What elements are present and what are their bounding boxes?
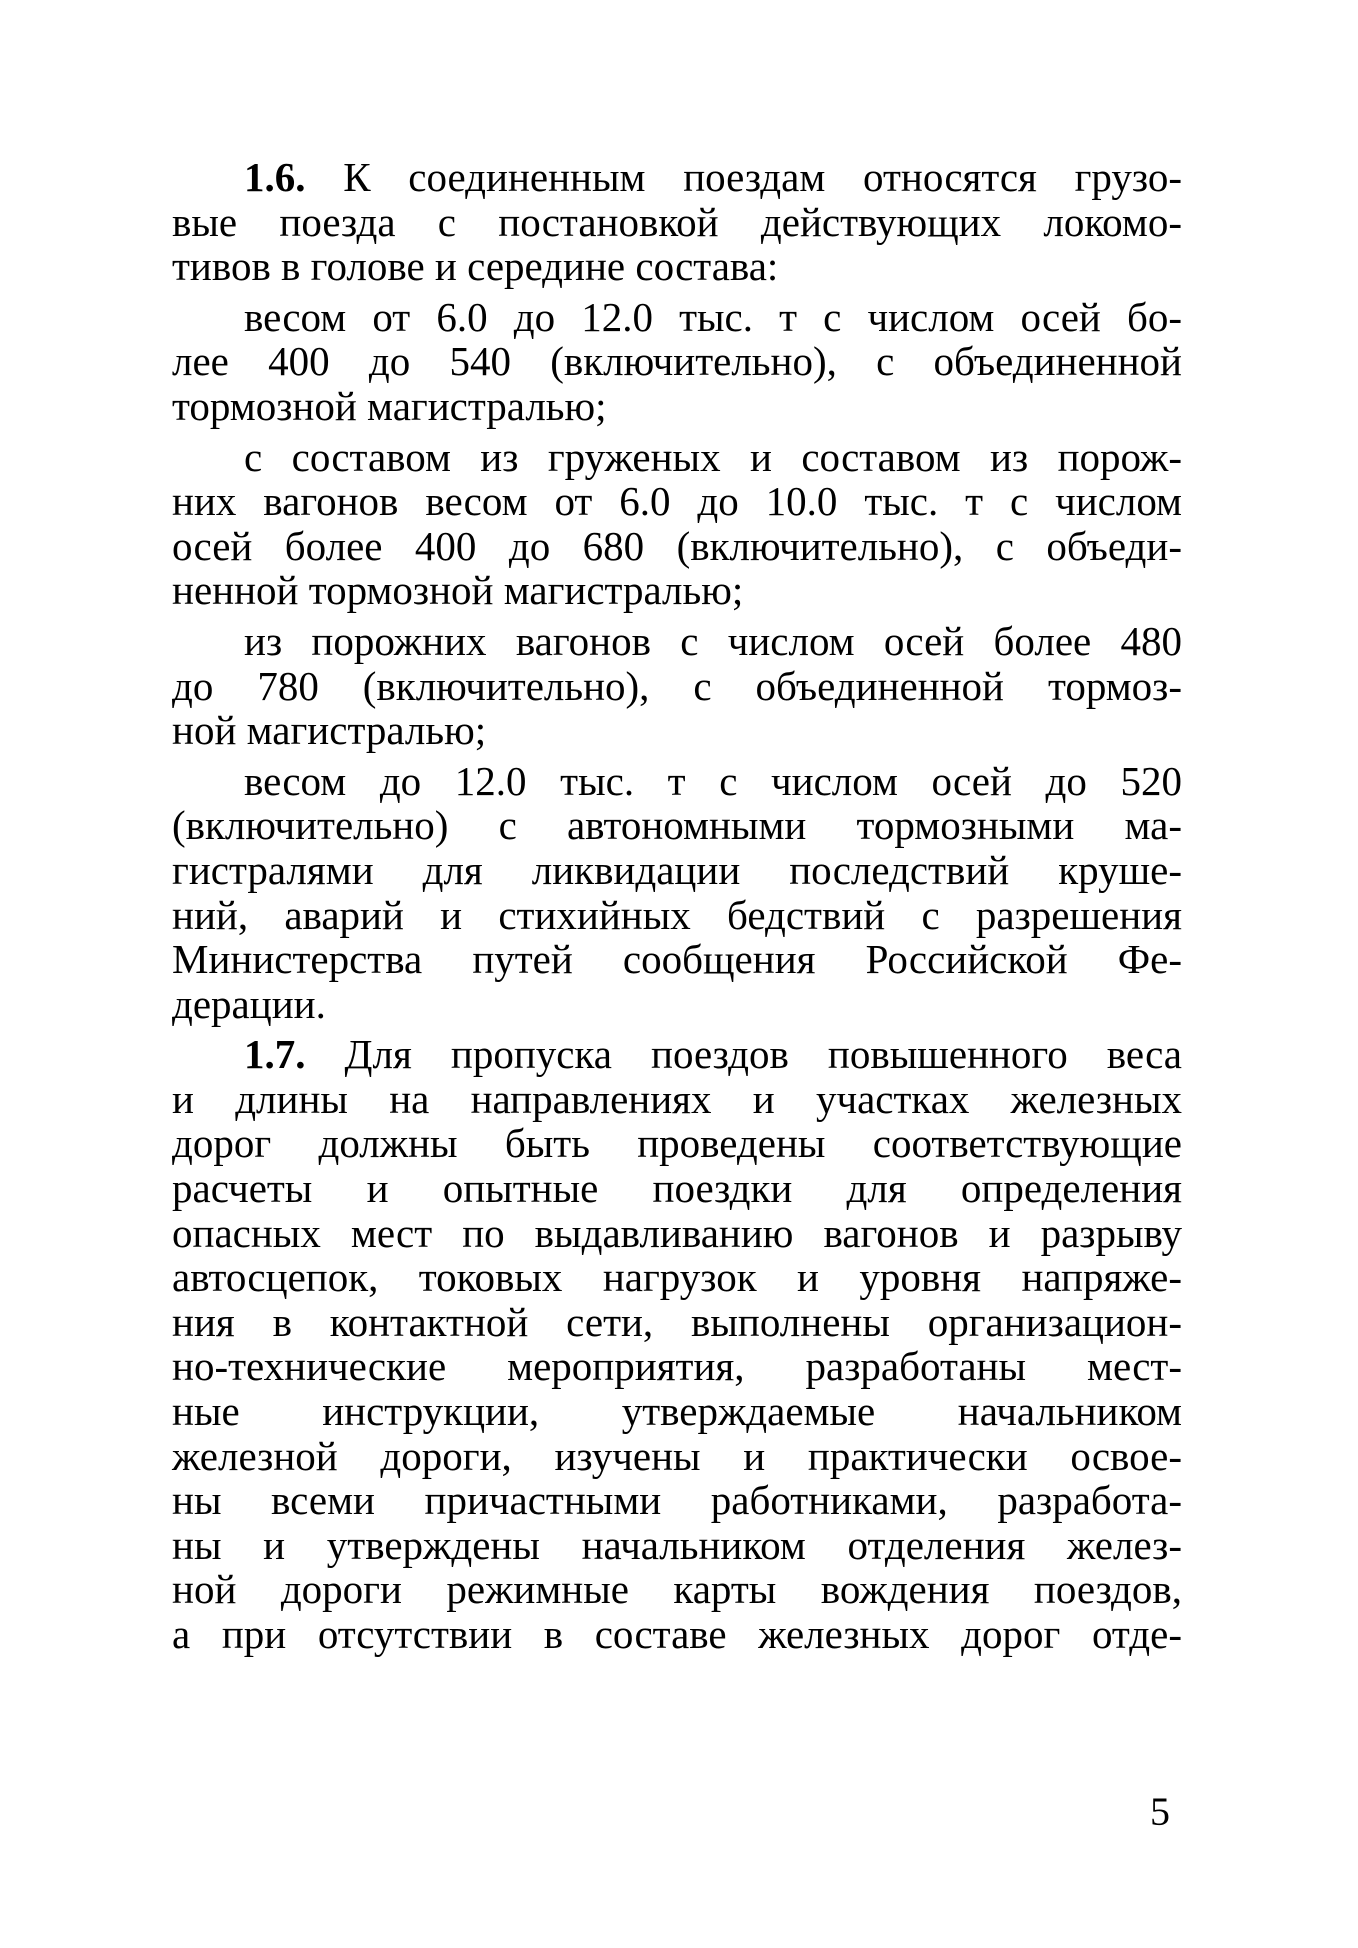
text-line: Министерства путей сообщения Российской Фе- — [172, 936, 1182, 983]
text-line: и длины на направлениях и участках железных — [172, 1075, 1182, 1122]
text-line: них вагонов весом от 6.0 до 10.0 тыс. т с числом — [172, 478, 1182, 525]
text-line: ные инструкции, утверждаемые начальником — [172, 1388, 1182, 1435]
text-line: ненной тормозной магистралью; — [172, 567, 744, 614]
text-line: но-технические мероприятия, разработаны мест- — [172, 1343, 1182, 1390]
text-line: железной дороги, изучены и практически освое- — [172, 1432, 1182, 1479]
paragraph-autonomous-brakes — [172, 759, 1182, 1027]
text-line: а при отсутствии в составе железных дорог отде- — [172, 1611, 1182, 1657]
text-line: осей более 400 до 680 (включительно), с объеди- — [172, 522, 1182, 569]
page-number: 5 — [1150, 1789, 1170, 1834]
paragraph-empty-wagons — [172, 619, 1182, 753]
text-line: 1.6. К соединенным поездам относятся грузо- — [244, 154, 1182, 200]
section-number: 1.6. — [244, 154, 306, 200]
text-line: ной магистралью; — [172, 707, 487, 754]
text-line: дерации. — [172, 980, 326, 1027]
text-line: тивов в голове и середине состава: — [172, 243, 779, 290]
paragraph-weight-6-12 — [172, 295, 1182, 429]
text-line: (включительно) с автономными тормозными ма- — [172, 802, 1182, 849]
text-line: тормозной магистралью; — [172, 382, 607, 429]
text-line: расчеты и опытные поездки для определения — [172, 1165, 1182, 1212]
text-line: ний, аварий и стихийных бедствий с разрешения — [172, 891, 1182, 938]
text-line: автосцепок, токовых нагрузок и уровня напряже- — [172, 1254, 1182, 1301]
paragraph-1-6 — [172, 155, 1182, 289]
text-line: с составом из груженых и составом из порож- — [244, 433, 1182, 480]
text-line: опасных мест по выдавливанию вагонов и разрыву — [172, 1209, 1182, 1256]
text-line: весом от 6.0 до 12.0 тыс. т с числом осей бо- — [244, 293, 1182, 340]
paragraph-1-7 — [172, 1032, 1182, 1656]
text-line: 1.7. Для пропуска поездов повышенного веса — [244, 1031, 1182, 1078]
text-line: дорог должны быть проведены соответствующие — [172, 1120, 1182, 1167]
section-number: 1.7. — [244, 1031, 306, 1078]
text-line: вые поезда с постановкой действующих локомо- — [172, 198, 1182, 245]
text-line: ния в контактной сети, выполнены организацион- — [172, 1298, 1182, 1345]
text-line: ны всеми причастными работниками, разработа- — [172, 1477, 1182, 1524]
text-line: гистралями для ликвидации последствий круше- — [172, 846, 1182, 893]
paragraph-loaded-empty — [172, 435, 1182, 613]
text-line: ной дороги режимные карты вождения поездов, — [172, 1566, 1182, 1613]
text-line: ны и утверждены начальником отделения желез- — [172, 1521, 1182, 1568]
text-line: из порожних вагонов с числом осей более 480 — [244, 617, 1182, 664]
text-line: до 780 (включительно), с объединенной тормоз- — [172, 662, 1182, 709]
text-line: весом до 12.0 тыс. т с числом осей до 520 — [244, 757, 1182, 804]
document-page — [172, 155, 1182, 1657]
text-line: лее 400 до 540 (включительно), с объединенной — [172, 338, 1182, 385]
